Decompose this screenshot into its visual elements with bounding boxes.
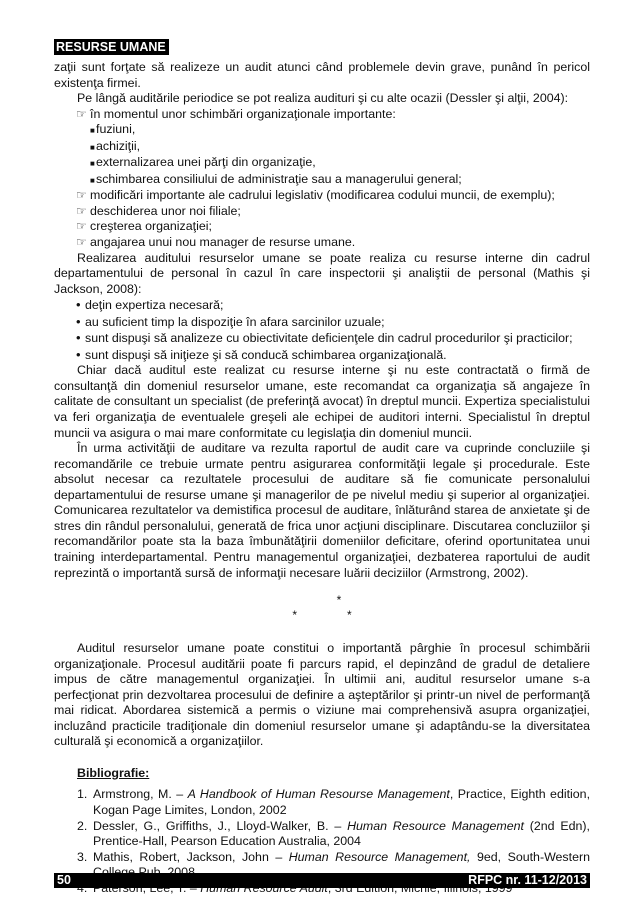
bibliography-details: 9ed, South-Western xyxy=(476,849,590,864)
list-item-text: în momentul unor schimbări organizaţionale importante: xyxy=(90,106,396,121)
separator-star: * xyxy=(292,608,297,623)
list-item xyxy=(54,235,590,251)
square-bullet-icon: ■ xyxy=(90,142,95,152)
separator-star: * xyxy=(336,593,342,608)
square-bullet-icon: ■ xyxy=(90,126,95,136)
list-item-text: au suficient timp la dispoziţie în afara sarcinilor uzuale; xyxy=(85,314,385,329)
list-item xyxy=(54,139,590,156)
list-item xyxy=(54,204,590,220)
round-bullet-icon: • xyxy=(76,330,81,346)
paragraph: În urma activităţii de auditare va rezulta raportul de audit care va cuprinde concluziile şi recomandările ce trebuie urmate pentru asigurarea conformităţii legale şi procedurale. Este absolut necesar ca rezultatele procesului de auditare să fie comunicate personalului departamentului de resurse umane şi managerilor de pe nivelul mediu şi superior al organizaţiei. Comunicarea rezultatelor va demistifica procesul de auditare, înlăturând starea de anxietate şi de stres din rândul personalului, generată de frica unor acţiuni disciplinare. Discutarea concluziilor şi recomandărilor poate sta la baza îmbunătăţirii domeniilor deficitare, oferind oportunitatea unui training interdepartamental. Pentru managementul organizaţiei, dezbaterea raportului de audit reprezintă o importantă sursă de informaţii necesare luării deciziilor (Armstrong, 2002). xyxy=(54,441,590,580)
section-header: RESURSE UMANE xyxy=(54,39,169,55)
bibliography-book-title: Human Resource Management xyxy=(347,818,524,833)
list-item-text: modificări importante ale cadrului legislativ (modificarea codului muncii, de exemplu); xyxy=(90,188,555,203)
list-item xyxy=(54,297,590,314)
list-item-text: angajarea unui nou manager de resurse umane. xyxy=(90,235,356,250)
square-bullet-icon: ■ xyxy=(90,175,95,185)
bibliography-author: Armstrong, M. – xyxy=(93,787,188,802)
pointing-hand-icon: ☞ xyxy=(76,188,87,203)
paragraph: zaţii sunt forţate să realizeze un audit atunci când problemele devin grave, punând în pericol existenţa firmei. xyxy=(54,60,590,90)
list-item-text: creşterea organizaţiei; xyxy=(90,219,212,234)
list-item-text: fuziuni, xyxy=(96,122,136,137)
pointing-hand-icon: ☞ xyxy=(76,203,87,218)
list-item-text: achiziţii, xyxy=(96,138,141,153)
square-bullet-icon: ■ xyxy=(90,159,95,169)
paragraph: Realizarea auditului resurselor umane se poate realiza cu resurse interne din cadrul departamentului de personal în cazul în care inspectorii şi analiştii de personal (Mathis şi Jackson, 2008): xyxy=(54,250,590,296)
paragraph: Pe lângă auditările periodice se pot realiza audituri şi cu alte ocazii (Dessler şi alţii, 2004): xyxy=(77,91,569,106)
round-bullet-icon: • xyxy=(76,297,81,313)
list-item xyxy=(54,314,590,331)
list-item xyxy=(54,155,590,172)
bibliography-number: 2. xyxy=(77,818,88,833)
journal-issue: RFPC nr. 11-12/2013 xyxy=(468,873,587,887)
list-item xyxy=(54,347,590,364)
paragraph: Auditul resurselor umane poate constitui o importantă pârghie în procesul schimbării organizaţionale. Procesul auditării poate fi parcurs rapid, el depinzând de gradul de detaliere impus de către managementul organizaţiei. În ultimii ani, auditul resurselor umane s-a perfecţionat prin dezvoltarea procesului de definire a aşteptărilor şi printr-un nivel de performanţă mai ridicat. Abordarea sistemică a permis o viziune mai comprehensivă asupra organizaţiei, incluzând practicile tradiţionale din domeniul resurselor umane şi adaptându-se la diversitatea culturală şi economică a organizaţiilor. xyxy=(54,641,590,749)
round-bullet-icon: • xyxy=(76,313,81,329)
list-item xyxy=(54,188,590,204)
list-item-text: deschiderea unor noi filiale; xyxy=(90,203,241,218)
bibliography-title: Bibliografie: xyxy=(77,765,150,780)
list-item xyxy=(54,219,590,235)
separator-star: * xyxy=(347,608,352,623)
list-item-text: schimbarea consiliului de administraţie sau a managerului general; xyxy=(96,171,462,186)
pointing-hand-icon: ☞ xyxy=(76,219,87,234)
bibliography-details: (2nd Edn), Prentice-Hall, Pearson Education Australia, 2004 xyxy=(93,818,590,849)
bibliography-item xyxy=(54,819,590,850)
page-number: 50 xyxy=(57,873,71,887)
section-separator xyxy=(54,593,590,623)
list-item xyxy=(54,172,590,189)
list-item xyxy=(54,107,590,123)
bibliography-number: 3. xyxy=(77,849,88,864)
bibliography-details: , Practice, Eighth edition, Kogan Page Limites, London, 2002 xyxy=(93,787,591,817)
pointing-hand-icon: ☞ xyxy=(76,106,87,121)
list-item-text: sunt dispuşi să analizeze cu obiectivitate deficienţele din cadrul procedurilor şi practicilor; xyxy=(85,331,573,346)
list-item xyxy=(54,330,590,347)
page xyxy=(54,38,590,896)
bibliography-author: Dessler, G., Griffiths, J., Lloyd-Walker, B. – xyxy=(93,818,348,833)
bibliography-book-title: A Handbook of Human Resourse Management xyxy=(187,787,450,802)
list-item-text: deţin expertiza necesară; xyxy=(85,298,224,313)
list-item xyxy=(54,122,590,139)
bibliography-book-title: Human Resource Management, xyxy=(288,849,471,864)
pointing-hand-icon: ☞ xyxy=(76,235,87,250)
paragraph: Chiar dacă auditul este realizat cu resurse interne şi nu este contractată o firmă de consultanţă din domeniul resurselor umane, este recomandat ca organizaţia să angajeze în calitate de consultant un specialist (de preferinţă avocat) în dreptul muncii. Expertiza specialistului va feri organizaţia de eventualele greşeli ale echipei de auditori interni. Specialistul în dreptul muncii va asigura o mai mare conformitate cu legislaţia din domeniul muncii. xyxy=(54,363,590,440)
bibliography-author: Mathis, Robert, Jackson, John – xyxy=(93,849,289,864)
list-item-text: sunt dispuşi să iniţieze şi să conducă schimbarea organizaţională. xyxy=(85,347,447,362)
bibliography-number: 1. xyxy=(77,787,88,802)
list-item-text: externalizarea unei părţi din organizaţie, xyxy=(96,155,316,170)
article-body xyxy=(54,60,590,896)
round-bullet-icon: • xyxy=(76,346,81,362)
bibliography-item xyxy=(54,787,590,818)
page-footer xyxy=(54,873,590,888)
